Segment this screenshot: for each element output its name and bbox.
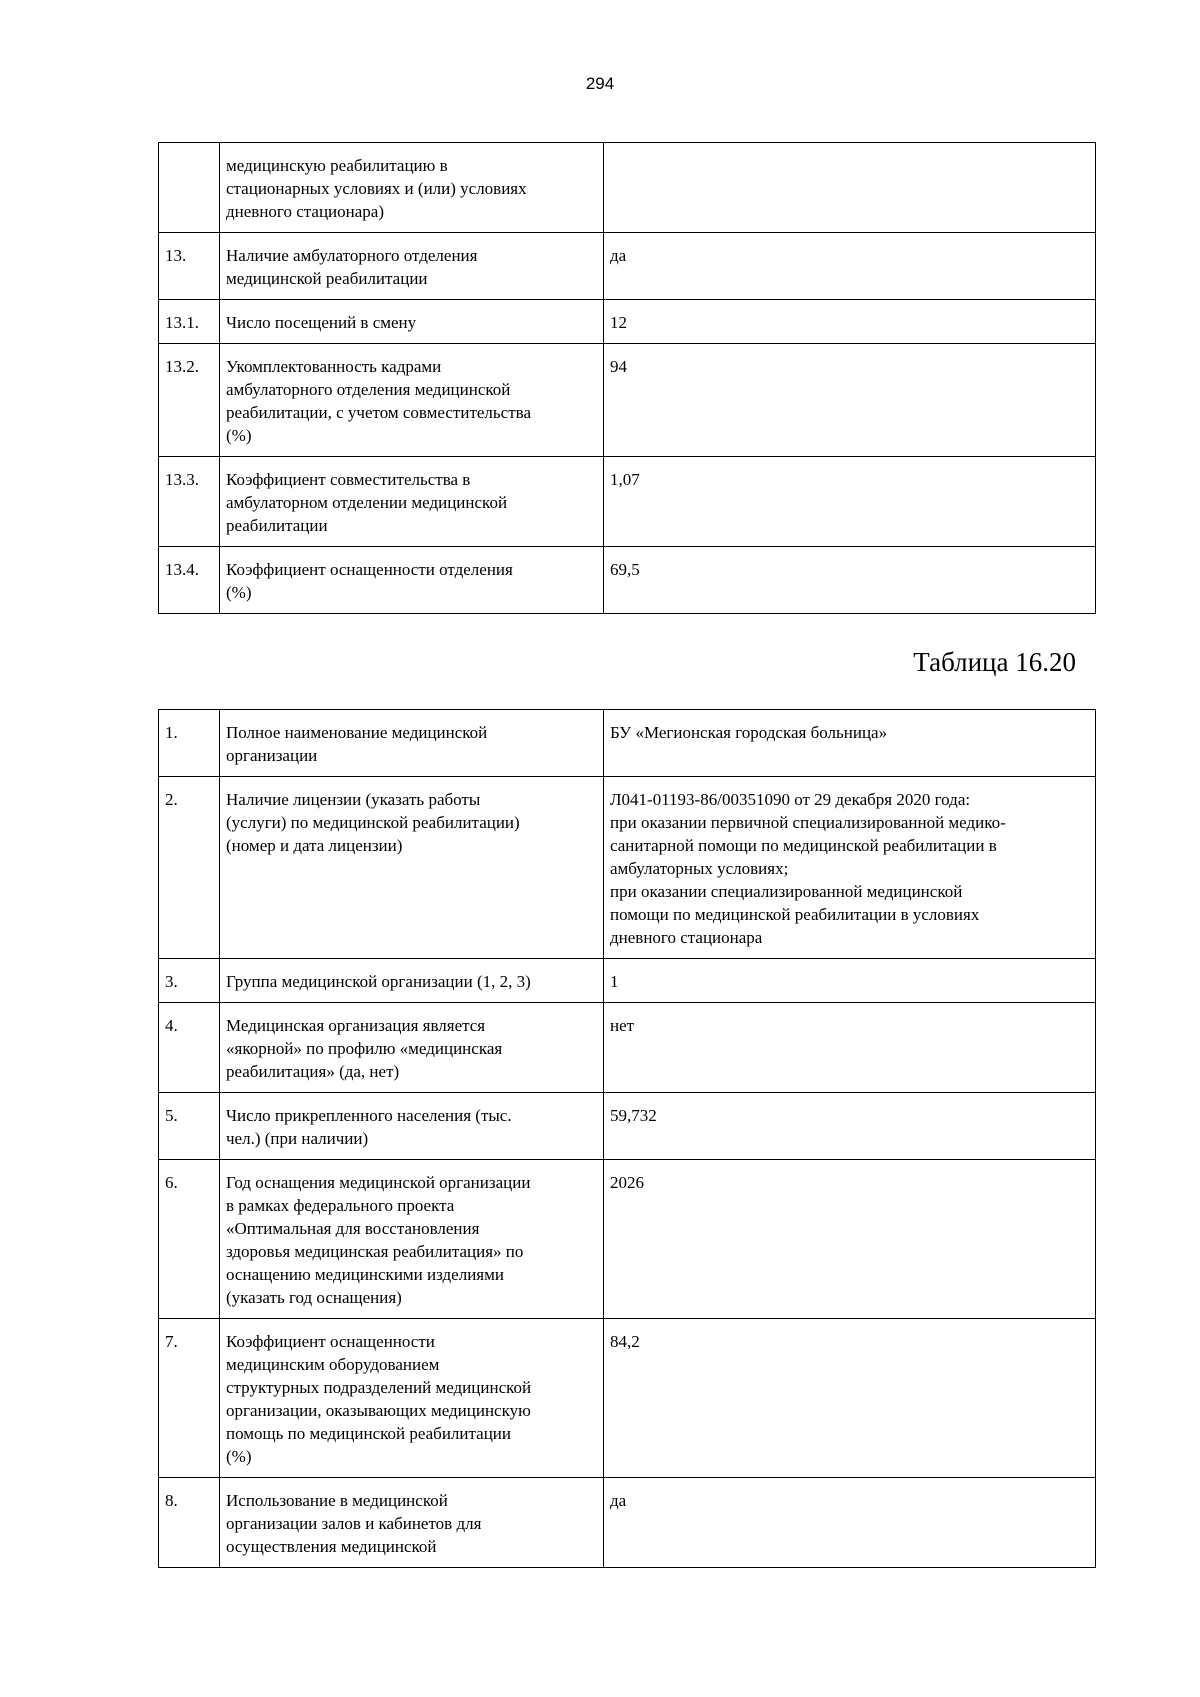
- row-label: Коэффициент оснащенности медицинским оборудованием структурных подразделений медицинской организации, оказывающих медицинскую помощь по медицинской реабилитации (%): [220, 1319, 604, 1478]
- row-label: Наличие лицензии (указать работы (услуги) по медицинской реабилитации) (номер и дата лицензии): [220, 777, 604, 959]
- table-caption: Таблица 16.20: [913, 647, 1076, 677]
- row-number: 7.: [159, 1319, 220, 1478]
- row-number: 4.: [159, 1003, 220, 1093]
- row-value: 59,732: [604, 1093, 1096, 1160]
- table-row: [159, 233, 1096, 300]
- row-value: Л041-01193-86/00351090 от 29 декабря 2020 года: при оказании первичной специализированной медико- санитарной помощи по медицинской реабилитации в амбулаторных условиях; при оказании специализированной медицинской помощи по медицинской реабилитации в условиях дневного стационара: [604, 777, 1096, 959]
- table-row: [159, 710, 1096, 777]
- table-row: [159, 1093, 1096, 1160]
- table-row: [159, 344, 1096, 457]
- row-value: БУ «Мегионская городская больница»: [604, 710, 1096, 777]
- row-value: 12: [604, 300, 1096, 344]
- row-value: 84,2: [604, 1319, 1096, 1478]
- row-number: 5.: [159, 1093, 220, 1160]
- row-label: Укомплектованность кадрами амбулаторного отделения медицинской реабилитации, с учетом совместительства (%): [220, 344, 604, 457]
- row-value: 1,07: [604, 457, 1096, 547]
- row-label: Группа медицинской организации (1, 2, 3): [220, 959, 604, 1003]
- table-row: [159, 143, 1096, 233]
- row-label: медицинскую реабилитацию в стационарных условиях и (или) условиях дневного стационара): [220, 143, 604, 233]
- row-number: 13.2.: [159, 344, 220, 457]
- table-row: [159, 1478, 1096, 1568]
- row-number: 3.: [159, 959, 220, 1003]
- row-value: 69,5: [604, 547, 1096, 614]
- row-number: 1.: [159, 710, 220, 777]
- row-label: Число посещений в смену: [220, 300, 604, 344]
- continued-table: [158, 142, 1096, 614]
- table-row: [159, 777, 1096, 959]
- row-label: Коэффициент совместительства в амбулаторном отделении медицинской реабилитации: [220, 457, 604, 547]
- row-number: 6.: [159, 1160, 220, 1319]
- table-row: [159, 547, 1096, 614]
- organization-table: [158, 709, 1096, 1568]
- table-row: [159, 300, 1096, 344]
- row-value: 94: [604, 344, 1096, 457]
- row-label: Год оснащения медицинской организации в рамках федерального проекта «Оптимальная для восстановления здоровья медицинская реабилитация» по оснащению медицинскими изделиями (указать год оснащения): [220, 1160, 604, 1319]
- row-number: 2.: [159, 777, 220, 959]
- row-number: 13.1.: [159, 300, 220, 344]
- row-label: Наличие амбулаторного отделения медицинской реабилитации: [220, 233, 604, 300]
- row-label: Медицинская организация является «якорной» по профилю «медицинская реабилитация» (да, нет): [220, 1003, 604, 1093]
- page-number: 294: [585, 74, 615, 93]
- row-value: да: [604, 233, 1096, 300]
- table-row: [159, 1003, 1096, 1093]
- row-value: да: [604, 1478, 1096, 1568]
- row-number: 8.: [159, 1478, 220, 1568]
- row-number: 13.: [159, 233, 220, 300]
- row-label: Использование в медицинской организации залов и кабинетов для осуществления медицинской: [220, 1478, 604, 1568]
- row-label: Число прикрепленного населения (тыс. чел.) (при наличии): [220, 1093, 604, 1160]
- row-number: 13.3.: [159, 457, 220, 547]
- table-row: [159, 1160, 1096, 1319]
- row-number: 13.4.: [159, 547, 220, 614]
- row-value: нет: [604, 1003, 1096, 1093]
- row-label: Полное наименование медицинской организации: [220, 710, 604, 777]
- row-number: [159, 143, 220, 233]
- row-value: 1: [604, 959, 1096, 1003]
- row-value: 2026: [604, 1160, 1096, 1319]
- table-row: [159, 959, 1096, 1003]
- row-value: [604, 143, 1096, 233]
- table-row: [159, 457, 1096, 547]
- table-row: [159, 1319, 1096, 1478]
- row-label: Коэффициент оснащенности отделения (%): [220, 547, 604, 614]
